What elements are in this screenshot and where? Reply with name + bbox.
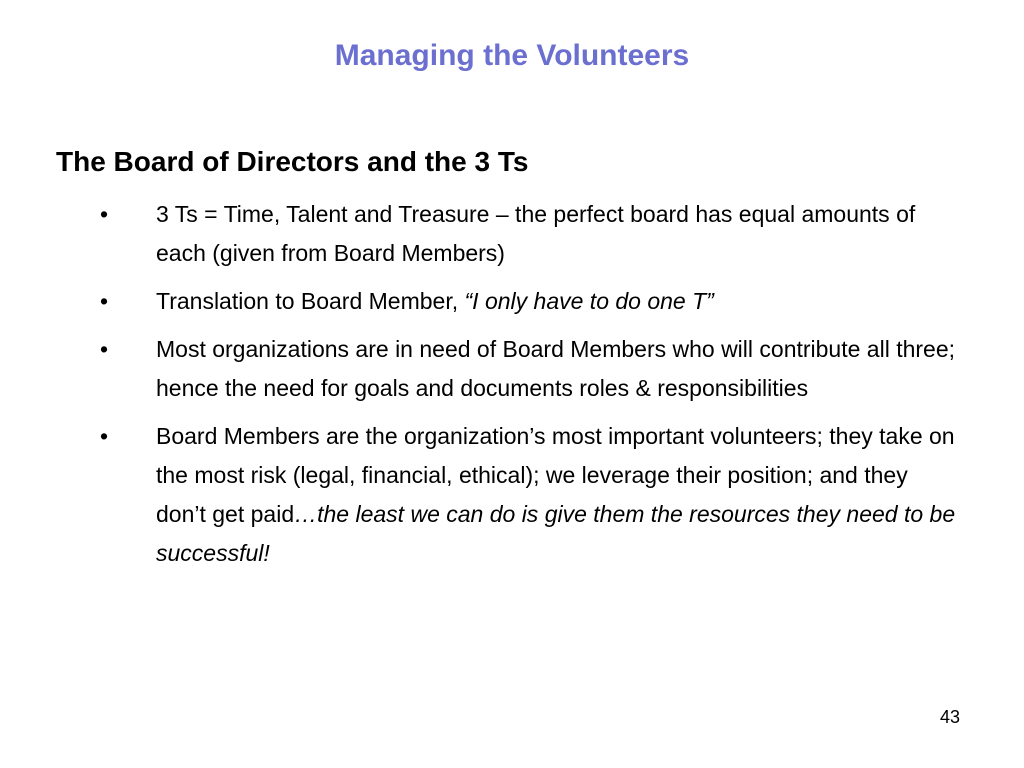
bullet-text: 3 Ts = Time, Talent and Treasure – the perfect board has equal amounts of each (given from Board Members) (156, 201, 916, 266)
bullet-marker: • (100, 336, 109, 362)
page-number: 43 (939, 707, 960, 727)
bullet-marker: • (100, 288, 109, 314)
bullet-item (0, 417, 956, 573)
bullet-item (0, 195, 956, 273)
bullet-item (0, 330, 956, 408)
bullet-item (0, 282, 956, 321)
slide-title: Managing the Volunteers (334, 39, 690, 72)
bullet-text: Most organizations are in need of Board Members who will contribute all three; hence the need for goals and documents roles & responsibilities (156, 336, 956, 401)
bullet-marker: • (100, 201, 109, 227)
bullet-list (0, 195, 1024, 582)
bullet-emphasis-quote: “I only have to do one T” (464, 288, 714, 314)
section-heading: The Board of Directors and the 3 Ts (56, 146, 529, 177)
bullet-emphasis-closing: …the least we can do is give them the resources they need to be successful! (156, 501, 956, 566)
bullet-text: Translation to Board Member, (156, 288, 465, 314)
bullet-marker: • (100, 423, 109, 449)
bullet-text: Board Members are the organization’s most important volunteers; they take on the most risk (legal, financial, ethical); we leverage their position; and they don’t get paid (156, 423, 955, 527)
